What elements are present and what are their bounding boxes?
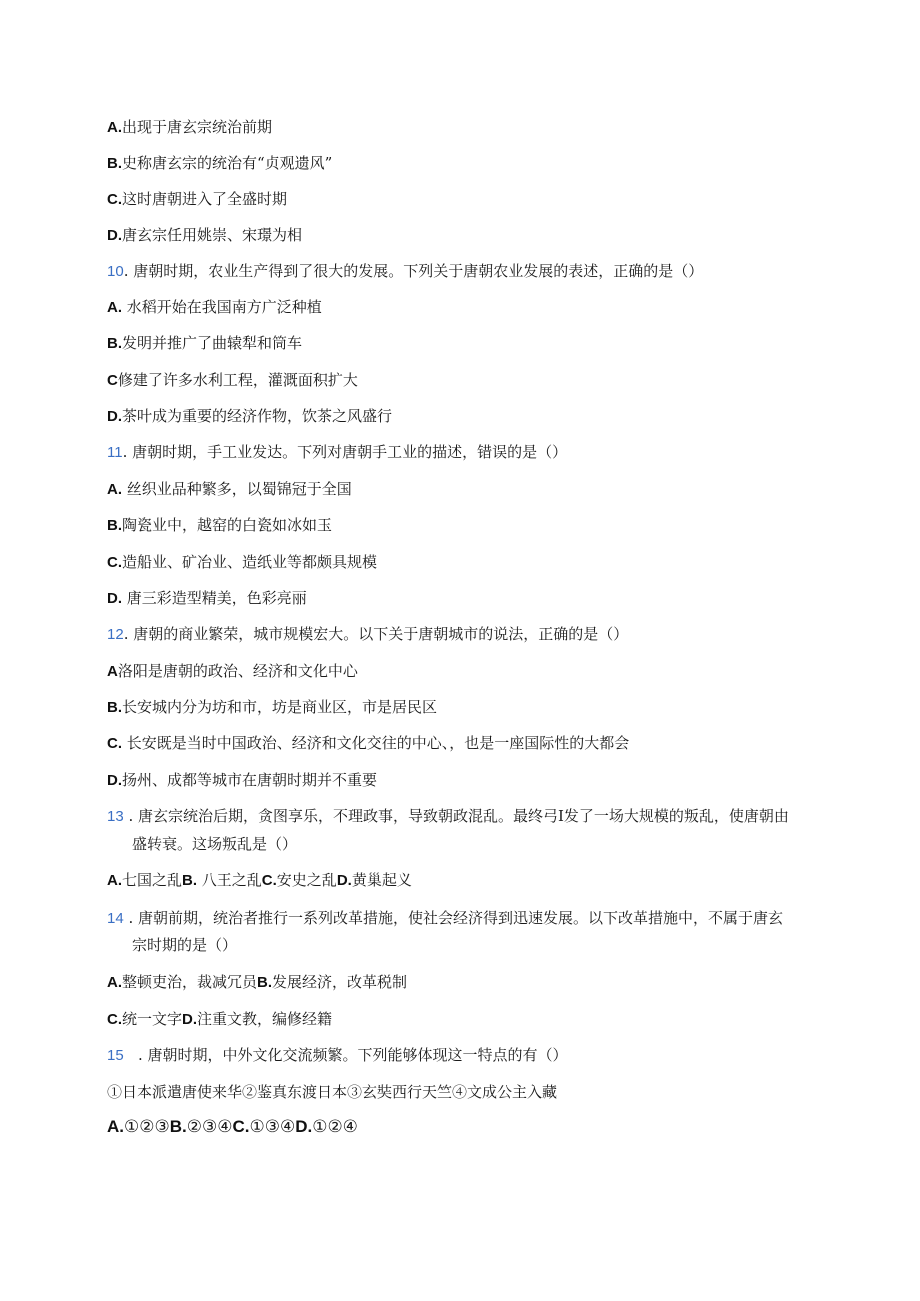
- q9-option-d: D.唐玄宗任用姚崇、宋璟为相: [107, 226, 303, 244]
- q10-option-c: C修建了许多水利工程，灌溉面积扩大: [107, 371, 358, 389]
- q12-option-a: A洛阳是唐朝的政治、经济和文化中心: [107, 662, 358, 680]
- q9-option-b: B.史称唐玄宗的统治有“贞观遗风”: [107, 154, 333, 172]
- q10-option-b: B.发明并推广了曲辕犁和筒车: [107, 334, 303, 352]
- q11-option-c: C.造船业、矿冶业、造纸业等都颇具规模: [107, 553, 378, 571]
- q13-stem-continued: 盛转衰。这场叛乱是（）: [132, 835, 298, 853]
- q11-option-d: D. 唐三彩造型精美，色彩亮丽: [107, 589, 307, 607]
- q9-option-c: C.这时唐朝进入了全盛时期: [107, 190, 288, 208]
- q12-option-b: B.长安城内分为坊和市，坊是商业区，市是居民区: [107, 698, 438, 716]
- q12-option-c: C. 长安既是当时中国政治、经济和文化交往的中心、，也是一座国际性的大都会: [107, 734, 630, 752]
- q13-stem: 13 . 唐玄宗统治后期，贪图享乐，不理政事，导致朝政混乱。最终弓I发了一场大规模的叛乱，使唐朝由: [107, 807, 789, 825]
- q10-option-a: A. 水稻开始在我国南方广泛种植: [107, 298, 322, 316]
- q10-option-d: D.茶叶成为重要的经济作物，饮茶之风盛行: [107, 407, 393, 425]
- q15-stem: 15 . 唐朝时期，中外文化交流频繁。下列能够体现这一特点的有（）: [107, 1046, 568, 1064]
- q12-stem: 12. 唐朝的商业繁荣，城市规模宏大。以下关于唐朝城市的说法，正确的是（）: [107, 625, 629, 643]
- q11-option-b: B.陶瓷业中，越窑的白瓷如冰如玉: [107, 516, 333, 534]
- q11-option-a: A. 丝织业品种繁多，以蜀锦冠于全国: [107, 480, 352, 498]
- q11-stem: 11. 唐朝时期，手工业发达。下列对唐朝手工业的描述，错误的是（）: [107, 443, 568, 461]
- q9-option-a: A.出现于唐玄宗统治前期: [107, 118, 273, 136]
- q14-stem: 14 . 唐朝前期，统治者推行一系列改革措施，使社会经济得到迅速发展。以下改革措施中，不属于唐玄: [107, 909, 783, 927]
- q14-stem-continued: 宗时期的是（）: [132, 936, 238, 954]
- q14-options-row2: C.统一文字D.注重文教，编修经籍: [107, 1010, 333, 1028]
- q10-stem: 10. 唐朝时期，农业生产得到了很大的发展。下列关于唐朝农业发展的表述，正确的是（）: [107, 262, 704, 280]
- q14-options-row1: A.整顿吏治，裁减冗员B.发展经济，改革税制: [107, 973, 408, 991]
- q13-options: A.七国之乱B. 八王之乱C.安史之乱D.黄巢起义: [107, 871, 412, 889]
- q15-options: A.①②③B.②③④C.①③④D.①②④: [107, 1117, 358, 1137]
- q12-option-d: D.扬州、成都等城市在唐朝时期并不重要: [107, 771, 378, 789]
- q15-items: ①日本派遣唐使来华②鉴真东渡日本③玄奘西行天竺④文成公主入藏: [107, 1083, 558, 1101]
